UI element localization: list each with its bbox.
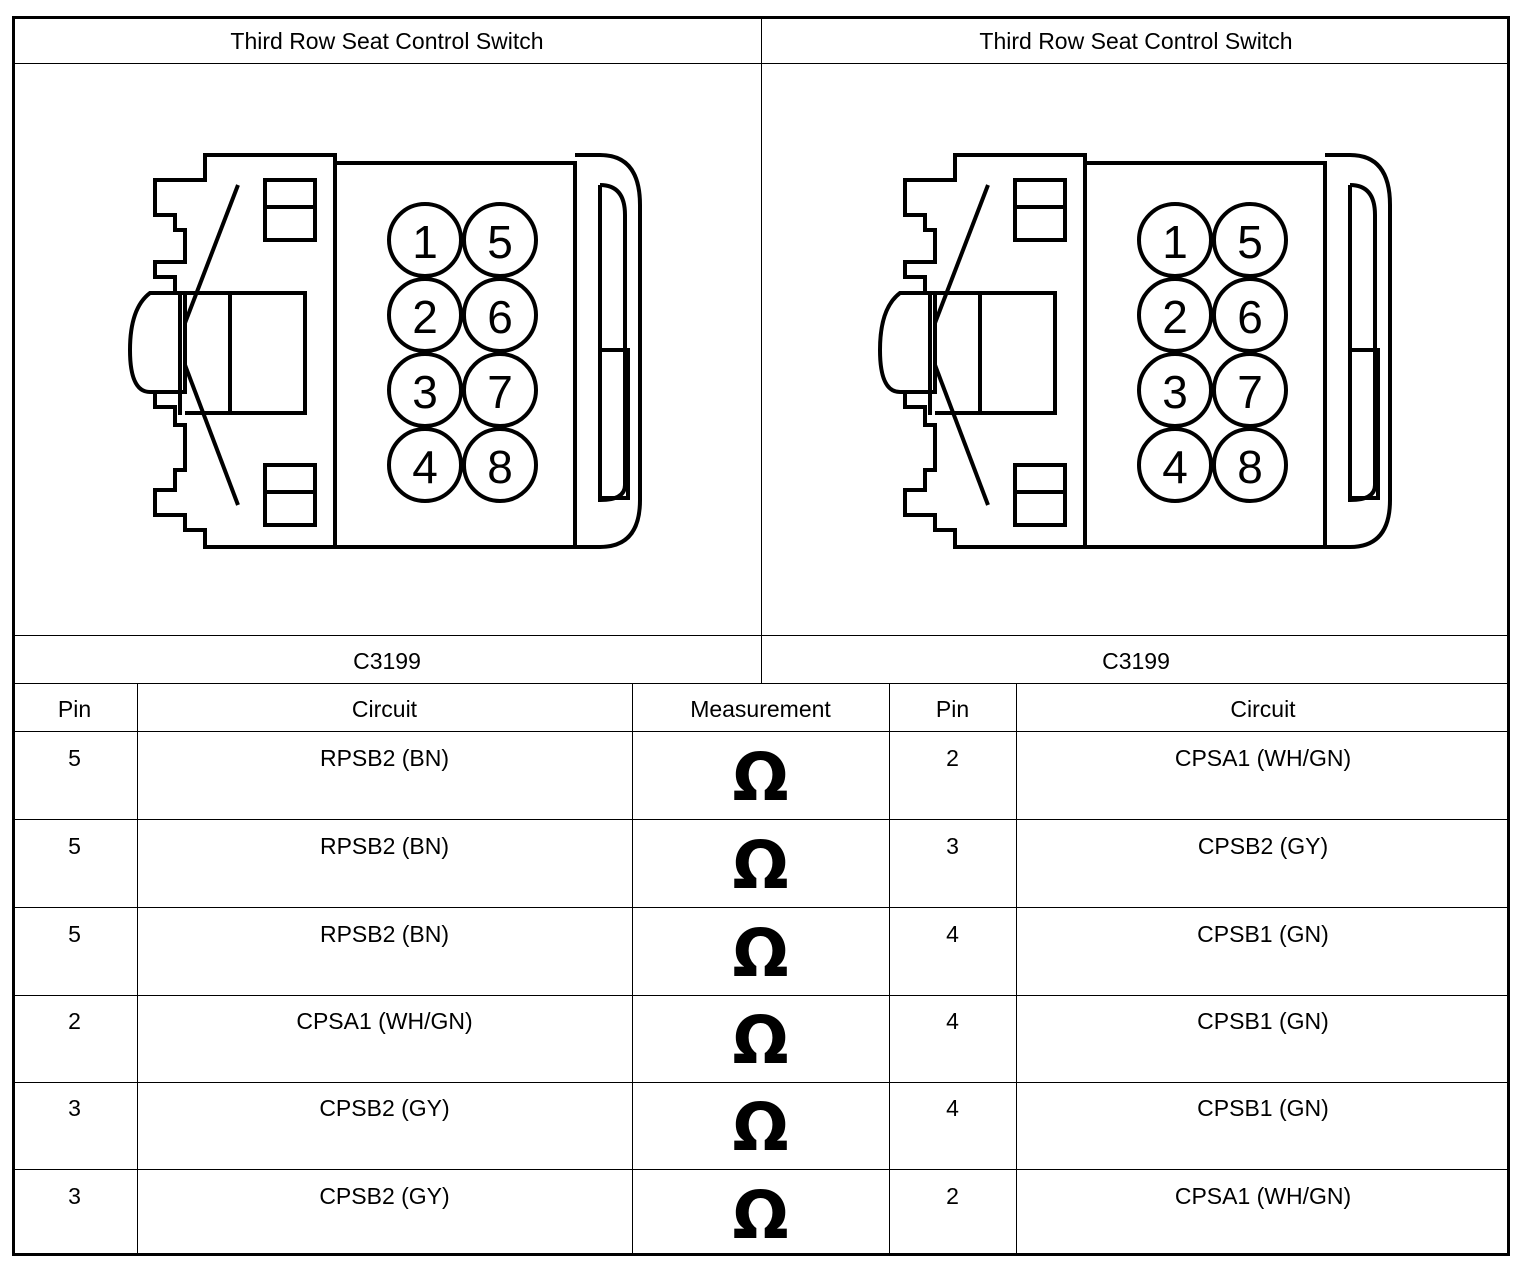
table-header-line: [12, 731, 1510, 732]
pin-label: 3: [1162, 366, 1188, 418]
row-line: [12, 1169, 1510, 1170]
row-pin-a: 3: [68, 1095, 81, 1121]
pin-label: 7: [1237, 366, 1263, 418]
row-pin-a: 5: [68, 833, 81, 859]
header-pin-a: Pin: [57, 696, 92, 722]
pin-label: 1: [1162, 216, 1188, 268]
panel-left-connector: C3199: [353, 648, 421, 674]
row-pin-b: 2: [946, 1183, 959, 1209]
row-pin-b: 4: [946, 1008, 959, 1034]
row-pin-a: 3: [68, 1183, 81, 1209]
row-circuit-a: CPSB2 (GY): [319, 1183, 450, 1209]
pin-label: 3: [412, 366, 438, 418]
row-circuit-b: CPSB1 (GN): [1197, 1008, 1329, 1034]
image-row-line: [12, 635, 1510, 636]
row-pin-b: 3: [946, 833, 959, 859]
row-line: [12, 819, 1510, 820]
ohm-icon: Ω: [732, 1177, 789, 1254]
row-pin-b: 4: [946, 921, 959, 947]
row-pin-a: 5: [68, 921, 81, 947]
row-circuit-b: CPSA1 (WH/GN): [1174, 1183, 1352, 1209]
row-circuit-a: RPSB2 (BN): [319, 745, 450, 771]
row-pin-a: 2: [68, 1008, 81, 1034]
pin-label: 1: [412, 216, 438, 268]
panel-right-connector: C3199: [1102, 648, 1170, 674]
connector-face-right: [870, 145, 1400, 560]
ohm-icon: Ω: [732, 1002, 789, 1079]
row-pin-a: 5: [68, 745, 81, 771]
row-circuit-a: RPSB2 (BN): [319, 833, 450, 859]
row-circuit-b: CPSB2 (GY): [1197, 833, 1329, 859]
pin-label: 4: [1162, 441, 1188, 493]
ohm-icon: Ω: [732, 739, 789, 816]
panel-right-title: Third Row Seat Control Switch: [979, 28, 1293, 54]
pin-label: 8: [487, 441, 513, 493]
pin-circles-left: [389, 204, 536, 501]
row-circuit-a: CPSA1 (WH/GN): [296, 1008, 473, 1034]
row-circuit-b: CPSB1 (GN): [1197, 921, 1329, 947]
pin-label: 4: [412, 441, 438, 493]
title-row-line: [12, 63, 1510, 64]
row-circuit-b: CPSB1 (GN): [1197, 1095, 1329, 1121]
row-line: [12, 995, 1510, 996]
row-pin-b: 4: [946, 1095, 959, 1121]
header-pin-b: Pin: [935, 696, 970, 722]
row-pin-b: 2: [946, 745, 959, 771]
panel-divider: [761, 16, 762, 684]
pin-label: 5: [1237, 216, 1263, 268]
header-circuit-b: Circuit: [1230, 696, 1296, 722]
header-circuit-a: Circuit: [351, 696, 418, 722]
row-circuit-a: CPSB2 (GY): [319, 1095, 450, 1121]
connector-face-left: [120, 145, 650, 560]
row-line: [12, 1082, 1510, 1083]
ohm-icon: Ω: [732, 1089, 789, 1166]
panel-left-title: Third Row Seat Control Switch: [230, 28, 544, 54]
pin-label: 6: [487, 291, 513, 343]
row-line: [12, 907, 1510, 908]
pin-label: 6: [1237, 291, 1263, 343]
pin-label: 7: [487, 366, 513, 418]
row-circuit-b: CPSA1 (WH/GN): [1174, 745, 1352, 771]
header-measurement: Measurement: [690, 696, 831, 722]
pin-circles-right: [1139, 204, 1286, 501]
ohm-icon: Ω: [732, 915, 789, 992]
connector-row-line: [12, 683, 1510, 684]
row-circuit-a: RPSB2 (BN): [319, 921, 450, 947]
ohm-icon: Ω: [732, 827, 789, 904]
pin-label: 5: [487, 216, 513, 268]
pin-label: 8: [1237, 441, 1263, 493]
pin-label: 2: [412, 291, 438, 343]
pin-label: 2: [1162, 291, 1188, 343]
